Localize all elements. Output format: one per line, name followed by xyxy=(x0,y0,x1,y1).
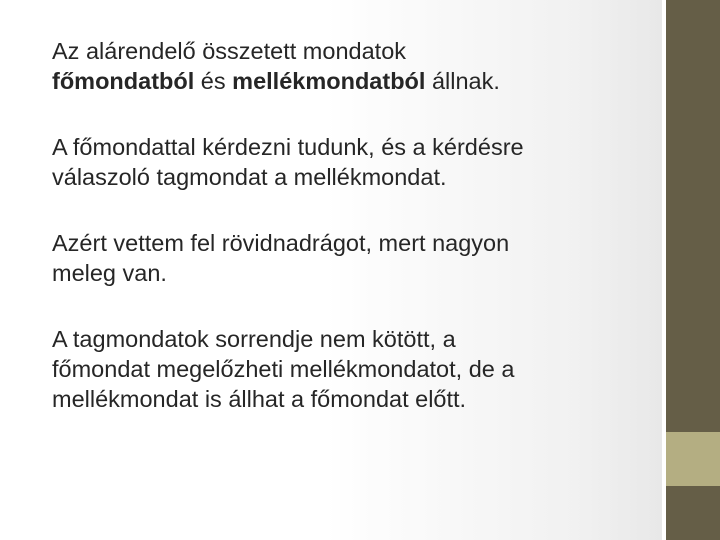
connector-text: és xyxy=(194,68,233,94)
paragraph-intro xyxy=(52,36,642,96)
example-line-1: Azért vettem fel rövidnadrágot, mert nagyon xyxy=(52,230,510,256)
definition-line-1: A főmondattal kérdezni tudunk, és a kérdésre xyxy=(52,134,524,160)
keyword-fomondat: főmondatból xyxy=(52,68,195,94)
intro-ending: állnak. xyxy=(425,68,500,94)
keyword-mellekmondat: mellékmondatból xyxy=(232,68,426,94)
order-line-1: A tagmondatok sorrendje nem kötött, a xyxy=(52,326,456,352)
sidebar-accent-block xyxy=(666,432,720,486)
slide-content xyxy=(52,36,642,450)
paragraph-order xyxy=(52,324,642,414)
intro-text: Az alárendelő összetett mondatok xyxy=(52,38,407,64)
paragraph-example xyxy=(52,228,642,288)
order-line-3: mellékmondat is állhat a főmondat előtt. xyxy=(52,386,467,412)
definition-line-2: válaszoló tagmondat a mellékmondat. xyxy=(52,164,447,190)
paragraph-definition xyxy=(52,132,642,192)
order-line-2: főmondat megelőzheti mellékmondatot, de a xyxy=(52,356,515,382)
example-line-2: meleg van. xyxy=(52,260,167,286)
